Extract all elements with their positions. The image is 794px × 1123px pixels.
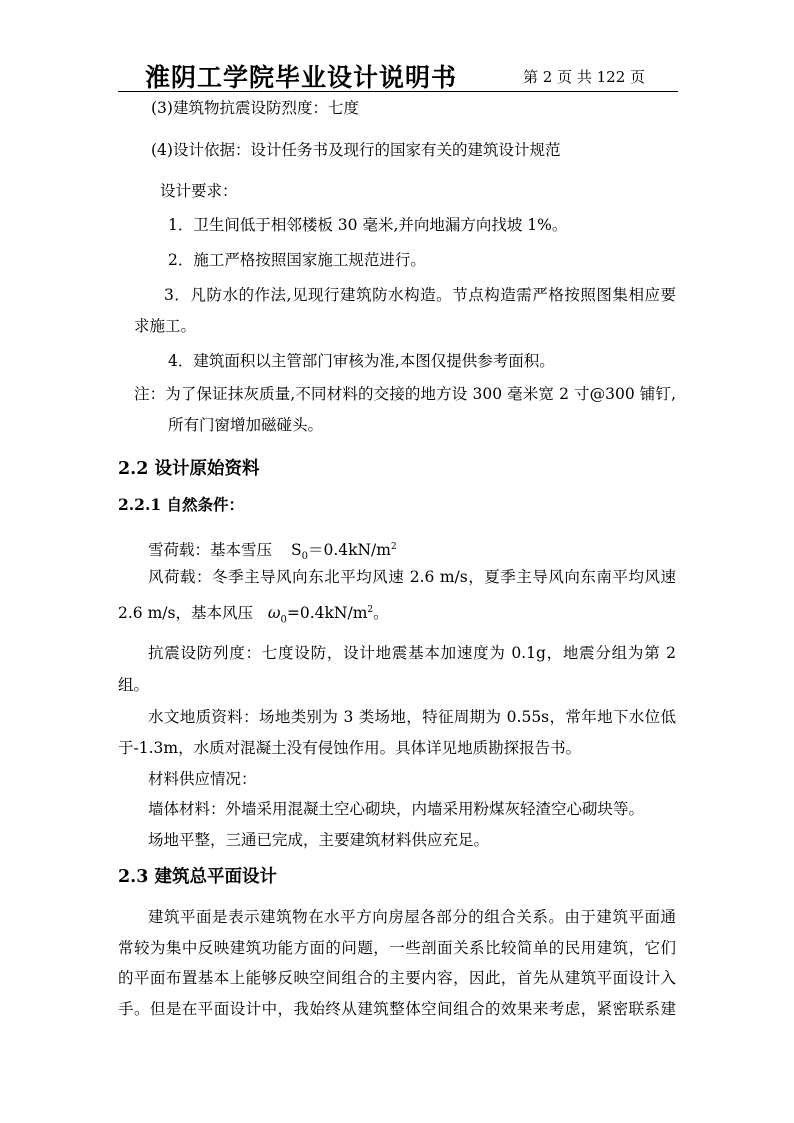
subsection-heading: 2.2.1 自然条件： bbox=[118, 495, 245, 514]
snow-load-line bbox=[148, 537, 397, 567]
snow-symbol-subscript: 0 bbox=[301, 551, 308, 563]
wind-pressure-line bbox=[118, 600, 389, 630]
text-line: 抗震设防列度：七度设防，设计地震基本加速度为 0.1g，地震分组为第 2 bbox=[148, 644, 676, 662]
paragraph-line: 手。但是在平面设计中，我始终从建筑整体空间组合的效果来考虑，紧密联系建 bbox=[118, 1000, 676, 1018]
list-item: 2．施工严格按照国家施工规范进行。 bbox=[168, 251, 426, 269]
text-line: (3)建筑物抗震设防烈度：七度 bbox=[151, 99, 359, 117]
page-number: 第 2 页 共 122 页 bbox=[523, 68, 646, 86]
paragraph-line: 常较为集中反映建筑功能方面的问题，一些剖面关系比较简单的民用建筑，它们 bbox=[118, 939, 676, 957]
text-line: 组。 bbox=[118, 676, 150, 694]
text-line: 场地平整，三通已完成，主要建筑材料供应充足。 bbox=[148, 831, 490, 849]
section-heading: 2.3 建筑总平面设计 bbox=[118, 867, 278, 887]
wind-symbol: ω bbox=[267, 604, 281, 623]
text-line: 求施工。 bbox=[134, 317, 197, 335]
list-item: 3．凡防水的作法,见现行建筑防水构造。节点构造需严格按照图集相应要 bbox=[164, 286, 676, 304]
header-divider bbox=[118, 91, 678, 92]
text-line: 设计要求： bbox=[160, 182, 238, 200]
text-line: 水文地质资料：场地类别为 3 类场地，特征周期为 0.55s，常年地下水位低 bbox=[148, 708, 676, 726]
paragraph-line: 建筑平面是表示建筑物在水平方向房屋各部分的组合关系。由于建筑平面通 bbox=[148, 908, 676, 926]
snow-unit-superscript: 2 bbox=[390, 542, 397, 552]
text-line: 风荷载：冬季主导风向东北平均风速 2.6 m/s，夏季主导风向东南平均风速 bbox=[148, 568, 676, 586]
note-line: 注：为了保证抹灰质量,不同材料的交接的地方设 300 毫米宽 2 寸@300 铺钉, bbox=[134, 385, 676, 403]
wind-pressure-label: 2.6 m/s，基本风压 bbox=[118, 604, 253, 623]
snow-load-value: ＝0.4kN/m bbox=[307, 541, 391, 560]
list-item: 4．建筑面积以主管部门审核为准,本图仅提供参考面积。 bbox=[168, 352, 555, 370]
wind-symbol-subscript: 0 bbox=[280, 614, 287, 626]
note-line: 所有门窗增加磁碰头。 bbox=[168, 416, 324, 434]
snow-load-label: 雪荷载：基本雪压 bbox=[148, 541, 273, 560]
wind-pressure-value: =0.4kN/m bbox=[286, 604, 368, 623]
text-line: 材料供应情况： bbox=[148, 770, 257, 788]
text-line: (4)设计依据：设计任务书及现行的国家有关的建筑设计规范 bbox=[151, 141, 561, 159]
list-item: 1．卫生间低于相邻楼板 30 毫米,并向地漏方向找坡 1%。 bbox=[168, 216, 568, 234]
text-line: 于-1.3m，水质对混凝土没有侵蚀作用。具体详见地质勘探报告书。 bbox=[118, 739, 582, 757]
text-line: 。 bbox=[373, 604, 389, 623]
snow-symbol: S bbox=[290, 541, 302, 560]
paragraph-line: 的平面布置基本上能够反映空间组合的主要内容，因此，首先从建筑平面设计入 bbox=[118, 969, 676, 987]
wind-unit-superscript: 2 bbox=[367, 605, 374, 615]
document-title: 淮阴工学院毕业设计说明书 bbox=[145, 63, 458, 92]
section-heading: 2.2 设计原始资料 bbox=[118, 459, 260, 479]
text-line: 墙体材料：外墙采用混凝土空心砌块，内墙采用粉煤灰轻渣空心砌块等。 bbox=[148, 800, 645, 818]
